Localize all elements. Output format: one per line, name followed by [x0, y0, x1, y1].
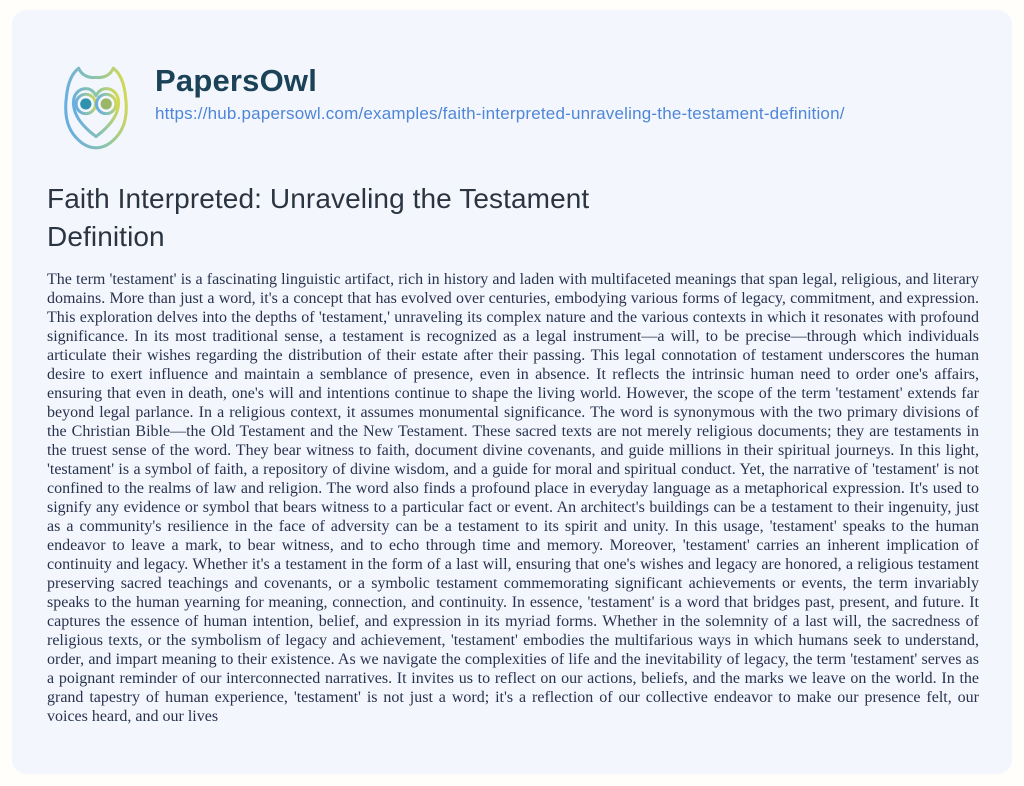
- owl-icon: [45, 56, 147, 158]
- owl-left-eye: [80, 98, 91, 109]
- page-url[interactable]: https://hub.papersowl.com/examples/faith-interpreted-unraveling-the-testament-definition/: [155, 104, 845, 124]
- owl-right-eye: [101, 98, 112, 109]
- content-card: [12, 10, 1012, 774]
- page-title: Faith Interpreted: Unraveling the Testament Definition: [47, 183, 590, 252]
- papersowl-logo[interactable]: [45, 56, 147, 158]
- site-header: [12, 10, 1012, 158]
- brand-block: [155, 56, 845, 124]
- brand-name[interactable]: PapersOwl: [155, 63, 318, 98]
- article-body: The term 'testament' is a fascinating linguistic artifact, rich in history and laden with multifaceted meanings that span legal, religious, and literary domains. More than just a word, it's a concept that has evolved over centuries, embodying various forms of legacy, commitment, and expression. This exploration delves into the depths of 'testament,' unraveling its complex nature and the various contexts in which it resonates with profound significance. In its most traditional sense, a testament is recognized as a legal instrument—a will, to be precise—through which individuals articulate their wishes regarding the distribution of their estate after their passing. This legal connotation of testament underscores the human desire to exert influence and maintain a semblance of presence, even in absence. It reflects the intrinsic human need to order one's affairs, ensuring that even in death, one's will and intentions continue to shape the living world. However, the scope of the term 'testament' extends far beyond legal parlance. In a religious context, it assumes monumental significance. The word is synonymous with the two primary divisions of the Christian Bible—the Old Testament and the New Testament. These sacred texts are not merely religious documents; they are testaments in the truest sense of the word. They bear witness to faith, document divine covenants, and guide millions in their spiritual journeys. In this light, 'testament' is a symbol of faith, a repository of divine wisdom, and a guide for moral and spiritual conduct. Yet, the narrative of 'testament' is not confined to the realms of law and religion. The word also finds a profound place in everyday language as a metaphorical expression. It's used to signify any evidence or symbol that bears witness to a particular fact or event. An architect's buildings can be a testament to their ingenuity, just as a community's resilience in the face of adversity can be a testament to its spirit and unity. In this usage, 'testament' speaks to the human endeavor to leave a mark, to bear witness, and to echo through time and memory. Moreover, 'testament' carries an inherent implication of continuity and legacy. Whether it's a testament in the form of a last will, ensuring that one's wishes and legacy are honored, a religious testament preserving sacred teachings and covenants, or a symbolic testament commemorating significant achievements or events, the term invariably speaks to the human yearning for meaning, connection, and continuity. In essence, 'testament' is a word that bridges past, present, and future. It captures the essence of human intention, belief, and expression in its myriad forms. Whether in the solemnity of a last will, the sacredness of religious texts, or the symbolism of legacy and achievement, 'testament' embodies the multifarious ways in which humans seek to understand, order, and impart meaning to their existence. As we navigate the complexities of life and the inevitability of legacy, the term 'testament' serves as a poignant reminder of our interconnected narratives. It invites us to reflect on our actions, beliefs, and the marks we leave on the world. In the grand tapestry of human experience, 'testament' is not just a word; it's a reflection of our collective endeavor to make our presence felt, our voices heard, and our lives: [47, 271, 979, 725]
